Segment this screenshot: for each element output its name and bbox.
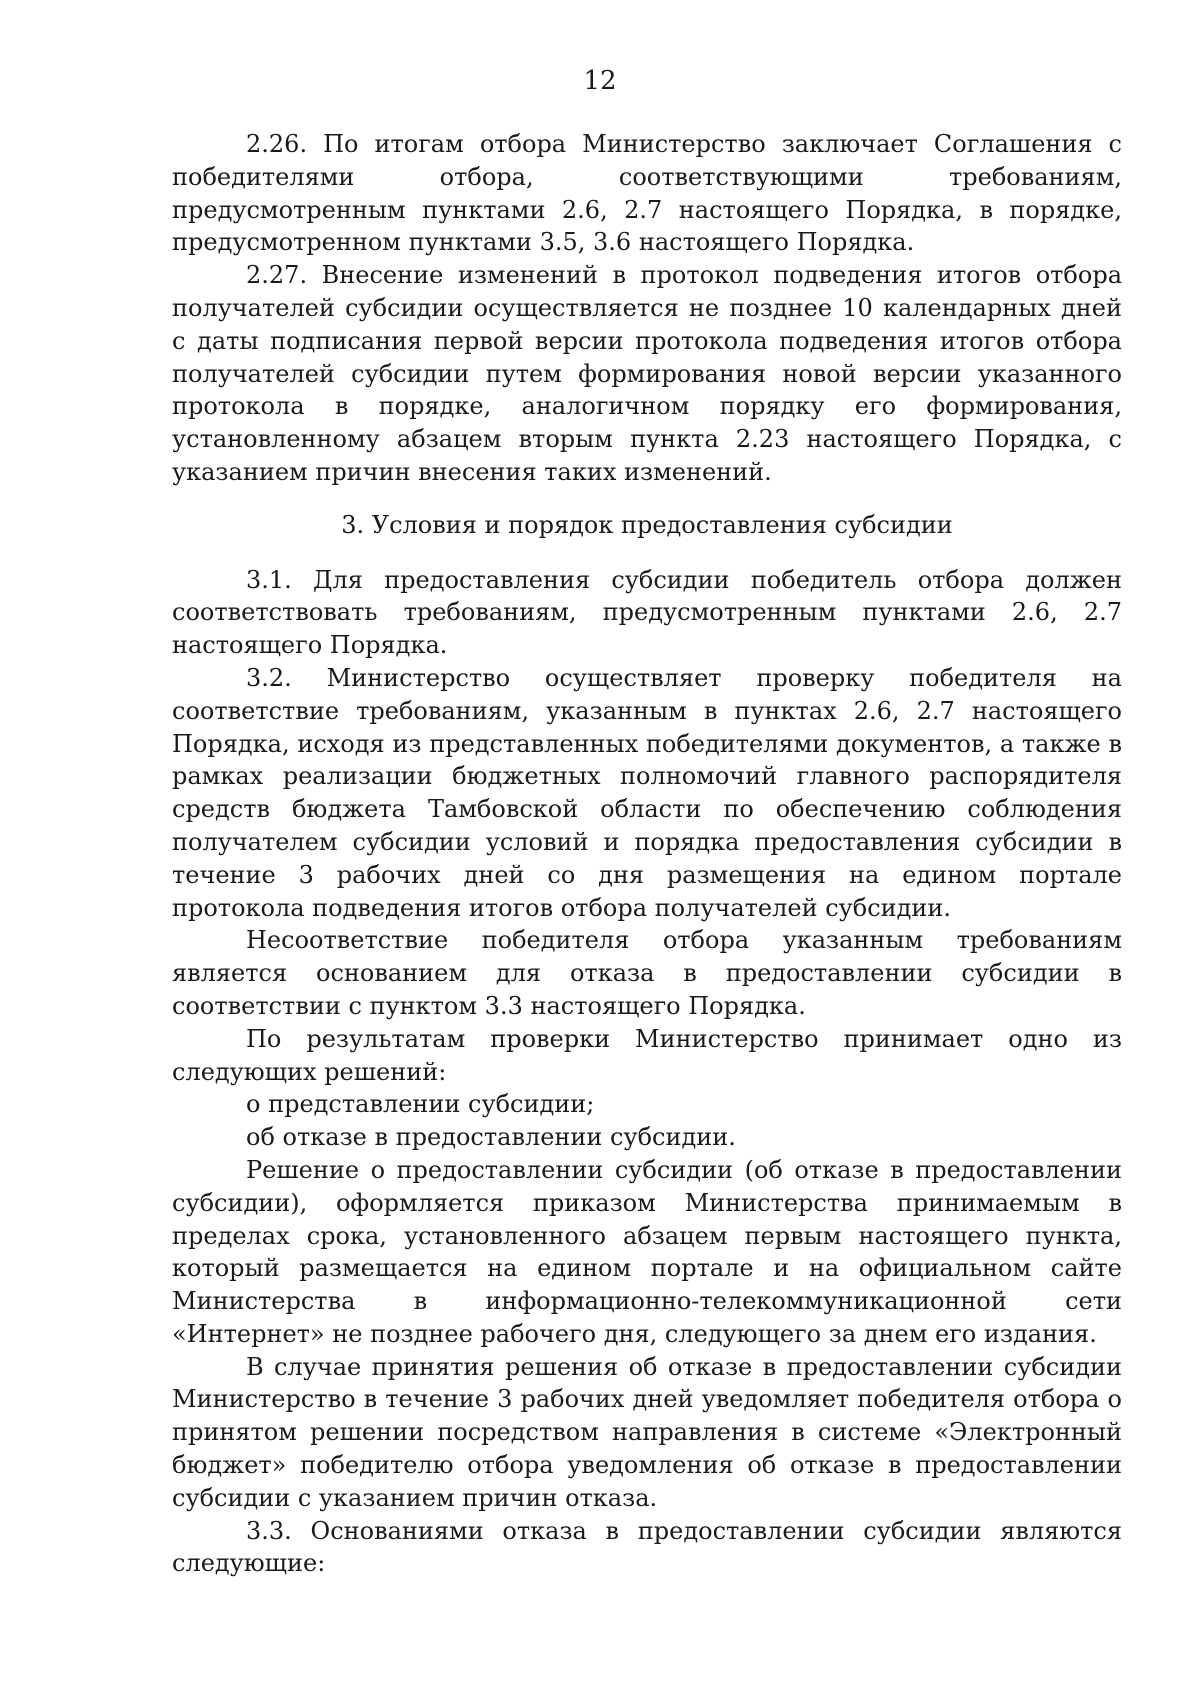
paragraph-2-26: 2.26. По итогам отбора Министерство заключает Соглашения с победителями отбора, соответствующими требованиям, предусмотренным пунктами 2.6, 2.7 настоящего Порядка, в порядке, предусмотренном пунктами 3.5, 3.6 настоящего Порядка. [172,130,1122,257]
paragraph-decisions-intro: По результатам проверки Министерство принимает одно из следующих решений: [172,1024,1122,1086]
document-body [172,128,1122,1580]
paragraph-decision-order: Решение о предоставлении субсидии (об отказе в предоставлении субсидии), оформляется приказом Министерства принимаемым в пределах срока, установленного абзацем первым настоящего пункта, который размещается на едином портале и на официальном сайте Министерства в информационно-телекоммуникационной сети «Интернет» не позднее рабочего дня, следующего за днем его издания. [172,1155,1122,1348]
paragraph-3-1: 3.1. Для предоставления субсидии победитель отбора должен соответствовать требованиям, предусмотренным пунктами 2.6, 2.7 настоящего Порядка. [172,565,1122,660]
page-number: 12 [583,66,617,96]
paragraph-noncompliance: Несоответствие победителя отбора указанным требованиям является основанием для отказа в предоставлении субсидии в соответствии с пунктом 3.3 настоящего Порядка. [172,926,1122,1020]
paragraph-3-3: 3.3. Основаниями отказа в предоставлении субсидии являются следующие: [172,1516,1122,1578]
section-heading-3: 3. Условия и порядок предоставления субсидии [341,510,953,539]
decision-option-grant: о представлении субсидии; [246,1090,595,1119]
paragraph-3-2: 3.2. Министерство осуществляет проверку победителя на соответствие требованиям, указанным в пунктах 2.6, 2.7 настоящего Порядка, исходя из представленных победителями документов, а также в рамках реализации бюджетных полномочий главного распорядителя средств бюджета Тамбовской области по обеспечению соблюдения получателем субсидии условий и порядка предоставления субсидии в течение 3 рабочих дней со дня размещения на едином портале протокола подведения итогов отбора получателей субсидии. [172,663,1122,922]
decision-option-refuse: об отказе в предоставлении субсидии. [246,1123,736,1152]
paragraph-2-27: 2.27. Внесение изменений в протокол подведения итогов отбора получателей субсидии осуществляется не позднее 10 календарных дней с даты подписания первой версии протокола подведения итогов отбора получателей субсидии путем формирования новой версии указанного протокола в порядке, аналогичном порядку его формирования, установленному абзацем вторым пункта 2.23 настоящего Порядка, с указанием причин внесения таких изменений. [172,261,1122,486]
paragraph-refusal-notice: В случае принятия решения об отказе в предоставлении субсидии Министерство в течение 3 рабочих дней уведомляет победителя отбора о принятом решении посредством направления в системе «Электронный бюджет» победителю отбора уведомления об отказе в предоставлении субсидии с указанием причин отказа. [172,1352,1122,1512]
